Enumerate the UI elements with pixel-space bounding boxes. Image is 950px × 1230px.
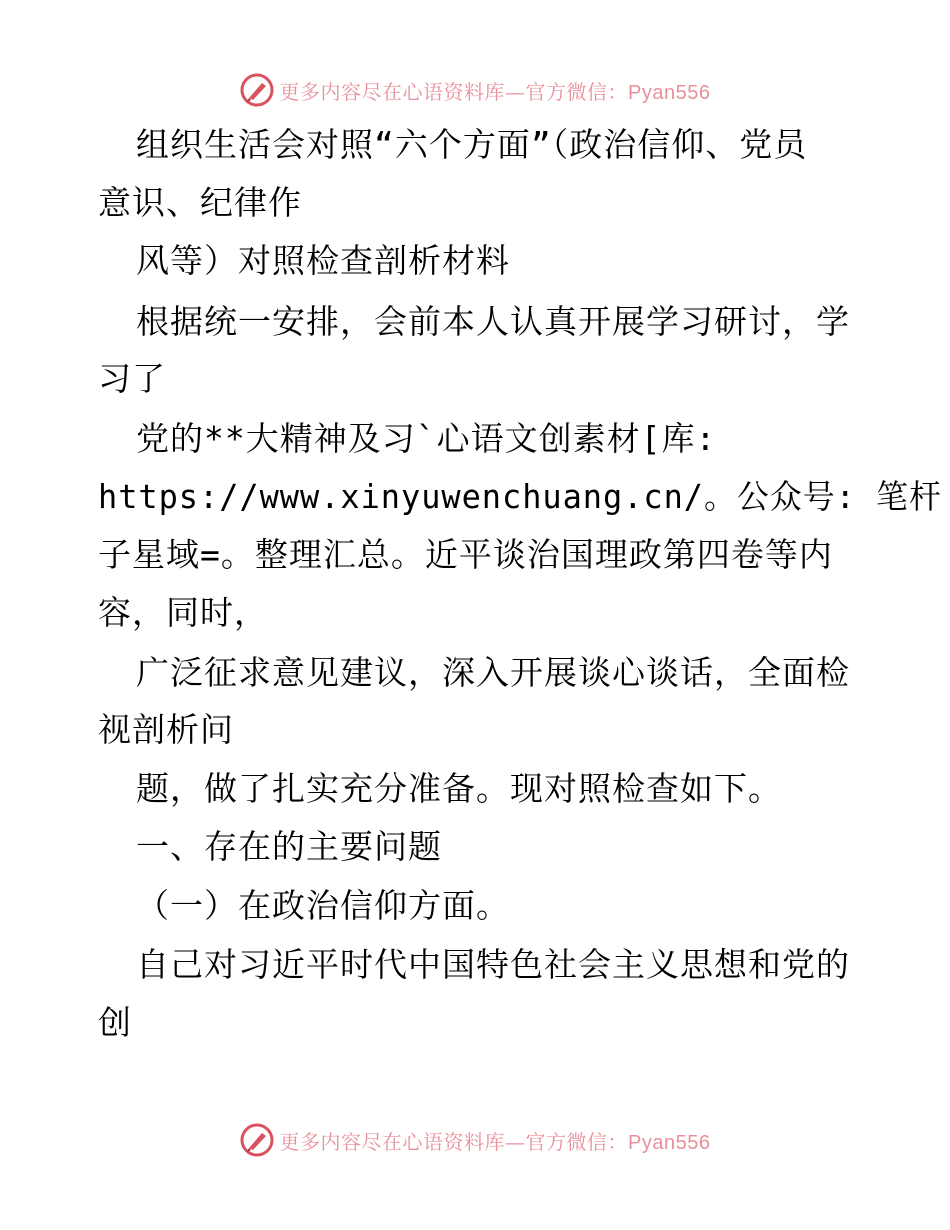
subsection-heading: （一）在政治信仰方面。: [136, 886, 510, 925]
section-heading: 一、存在的主要问题: [136, 827, 442, 866]
text-line: 意识、纪律作: [98, 183, 302, 222]
text-line: 视剖析问: [98, 710, 234, 749]
text-line: 组织生活会对照“六个方面”（政治信仰、党员: [136, 125, 808, 164]
text-line: 党的**大精神及习`心语文创素材[库:: [136, 419, 717, 458]
text-line: 题，做了扎实充分准备。现对照检查如下。: [136, 769, 782, 808]
pen-logo-icon: [240, 1123, 274, 1157]
text-line: 子星域=。整理汇总。近平谈治国理政第四卷等内: [98, 535, 833, 574]
text-line: 风等）对照检查剖析材料: [136, 241, 510, 280]
text-line: 容，同时，: [98, 593, 268, 632]
banner-text: 更多内容尽在心语资料库—官方微信：Pyan556: [279, 1129, 711, 1154]
text-line: 广泛征求意见建议，深入开展谈心谈话，全面检: [136, 653, 850, 692]
text-line: 根据统一安排，会前本人认真开展学习研讨，学: [136, 302, 850, 341]
text-line: https://www.xinyuwenchuang.cn/。公众号: 笔杆: [98, 477, 942, 516]
banner-text: 更多内容尽在心语资料库—官方微信：Pyan556: [279, 79, 711, 104]
text-line: 习了: [98, 359, 166, 398]
text-line: 创: [98, 1003, 132, 1042]
footer-banner: [0, 1120, 950, 1160]
text-line: 自己对习近平时代中国特色社会主义思想和党的: [136, 945, 850, 984]
